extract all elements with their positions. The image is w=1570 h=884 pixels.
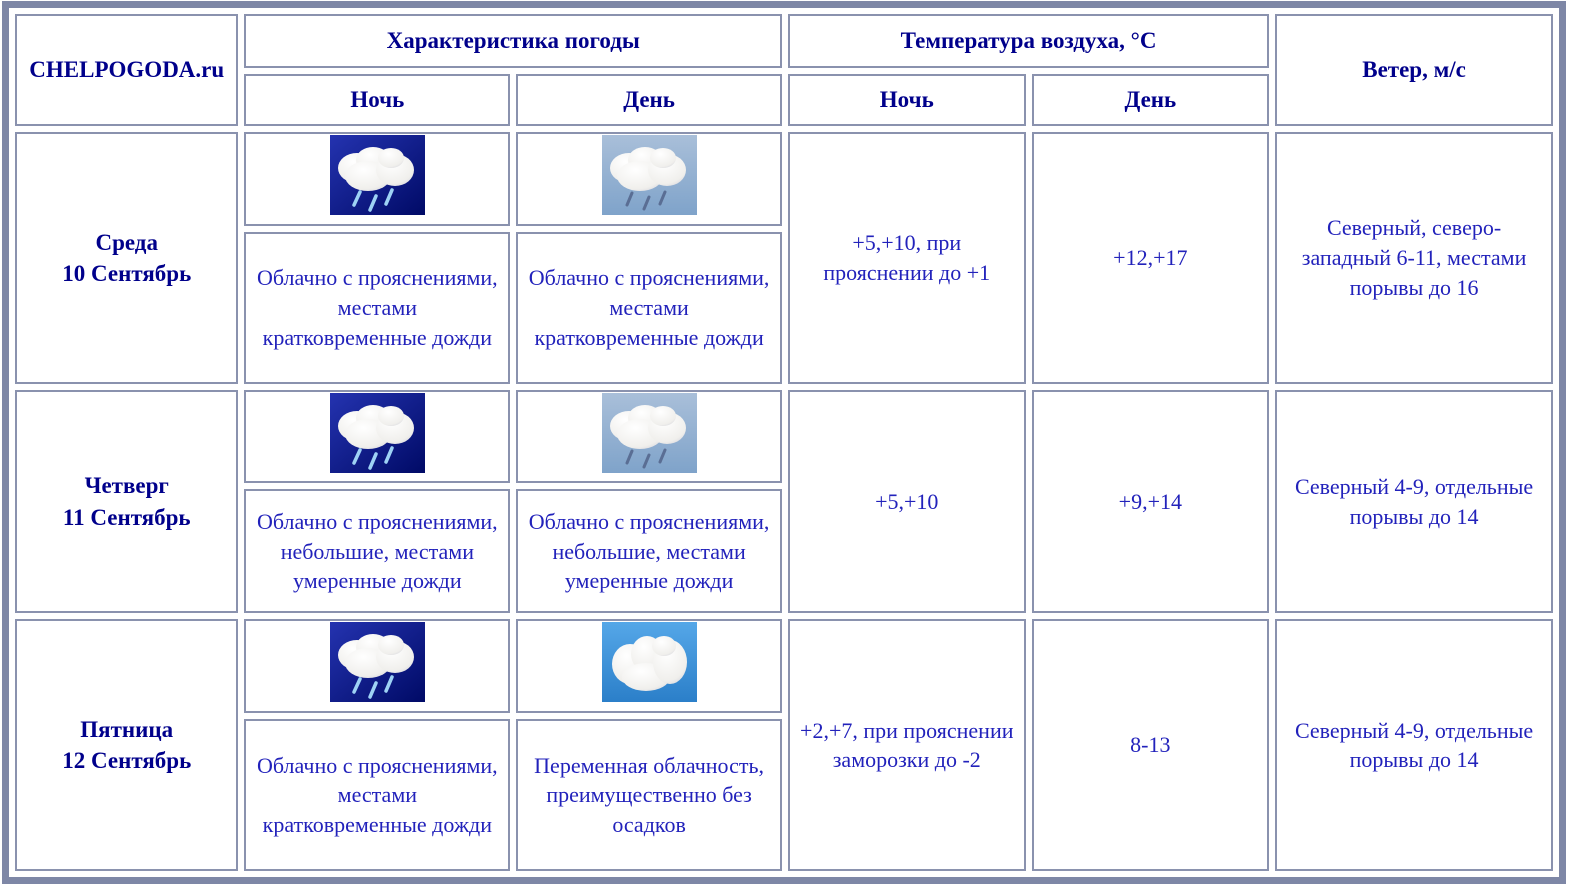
temp-day-cell: +9,+14 <box>1032 390 1270 614</box>
subheader-char-day: День <box>516 74 782 126</box>
subheader-temp-day: День <box>1032 74 1270 126</box>
day-date: 11 Сентябрь <box>62 504 191 530</box>
day-description-cell: Облачно с прояснениями, местами кратковременные дожди <box>516 232 782 384</box>
weather-forecast-page <box>2 0 1568 884</box>
site-logo-text: CHELPOGODA.ru <box>15 14 238 126</box>
clouds-rain-night-icon <box>330 622 425 702</box>
temp-night-cell: +5,+10, при прояснении до +1 <box>788 132 1026 384</box>
clouds-day-icon <box>602 622 697 702</box>
day-description-cell: Облачно с прояснениями, небольшие, местами умеренные дожди <box>516 489 782 613</box>
clouds-rain-day-icon <box>602 393 697 473</box>
night-description-cell: Облачно с прояснениями, местами кратковременные дожди <box>244 719 510 871</box>
clouds-rain-night-icon <box>330 393 425 473</box>
temp-day-cell: +12,+17 <box>1032 132 1270 384</box>
day-icon-cell <box>516 390 782 484</box>
day-label-cell <box>15 390 238 614</box>
wind-cell: Северный 4-9, отдельные порывы до 14 <box>1275 390 1553 614</box>
day-label-cell <box>15 132 238 384</box>
wind-cell: Северный 4-9, отдельные порывы до 14 <box>1275 619 1553 871</box>
forecast-table <box>2 1 1566 884</box>
day-date: 12 Сентябрь <box>62 748 192 774</box>
temp-day-cell: 8-13 <box>1032 619 1270 871</box>
night-icon-cell <box>244 619 510 713</box>
forecast-row-icons <box>15 619 1553 713</box>
day-icon-cell <box>516 132 782 226</box>
day-name: Пятница <box>80 717 174 743</box>
day-date: 10 Сентябрь <box>62 260 192 286</box>
header-characteristics: Характеристика погоды <box>244 14 782 68</box>
night-description-cell: Облачно с прояснениями, местами кратковременные дожди <box>244 232 510 384</box>
header-row-top <box>15 14 1553 68</box>
day-description-cell: Переменная облачность, преимущественно без осадков <box>516 719 782 871</box>
day-label-cell <box>15 619 238 871</box>
header-wind: Ветер, м/с <box>1275 14 1553 126</box>
day-name: Четверг <box>84 473 169 499</box>
temp-night-cell: +2,+7, при прояснении заморозки до -2 <box>788 619 1026 871</box>
night-description-cell: Облачно с прояснениями, небольшие, местами умеренные дожди <box>244 489 510 613</box>
temp-night-cell: +5,+10 <box>788 390 1026 614</box>
day-icon-cell <box>516 619 782 713</box>
night-icon-cell <box>244 132 510 226</box>
header-temperature: Температура воздуха, °С <box>788 14 1269 68</box>
subheader-char-night: Ночь <box>244 74 510 126</box>
clouds-rain-day-icon <box>602 135 697 215</box>
clouds-rain-night-icon <box>330 135 425 215</box>
forecast-row-icons <box>15 390 1553 484</box>
wind-cell: Северный, северо-западный 6-11, местами порывы до 16 <box>1275 132 1553 384</box>
subheader-temp-night: Ночь <box>788 74 1026 126</box>
night-icon-cell <box>244 390 510 484</box>
day-name: Среда <box>95 229 158 255</box>
forecast-row-icons <box>15 132 1553 226</box>
